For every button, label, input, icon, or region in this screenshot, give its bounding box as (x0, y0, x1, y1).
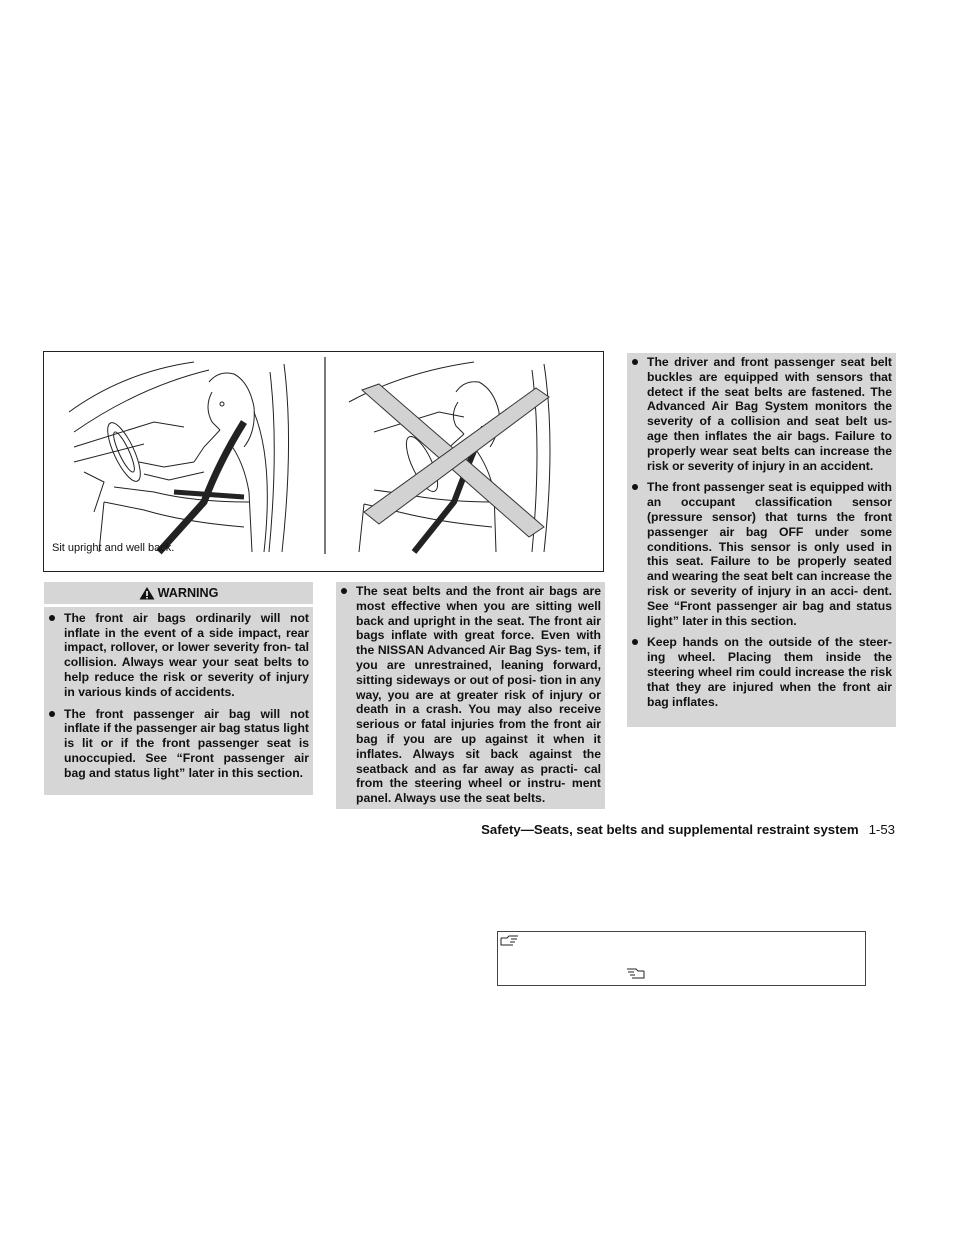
seating-illustration (44, 352, 605, 573)
list-item: The front passenger seat is equipped with an occupant classification sensor (pressure sensor) that turns the front passenger air bag OFF under some conditions. This sensor is only used in this seat. Failure to be properly seated and wearing the seat belt can increase the risk or severity of injury in an acci- dent. See “Front passenger air bag and status light” later in this section. (629, 480, 892, 628)
page-footer (481, 822, 895, 837)
bullet-icon (341, 588, 347, 594)
list-item: The front air bags ordinarily will not inflate in the event of a side impact, rear impact, rollover, or lower severity fron- tal collision. Always wear your seat belts to help reduce the risk or severity of injury in various kinds of accidents. (46, 611, 309, 700)
illustration-panel (43, 351, 604, 572)
warning-box (44, 582, 313, 795)
list-item: The seat belts and the front air bags are most effective when you are sitting well back and upright in the seat. The front air bags inflate with great force. Even with the NISSAN Advanced Air Bag Sys- tem, if you are unrestrained, leaning forward, sitting sideways or out of posi- tion in any way, you are at greater risk of injury or death in a crash. You may also receive serious or fatal injuries from the front air bag if you are up against it when it inflates. Always sit back against the seatback and as far away as practi- cal from the steering wheel or instru- ment panel. Always use the seat belts. (338, 584, 601, 806)
reference-box (497, 931, 866, 986)
correct-posture-drawing (69, 362, 289, 552)
right-warning-box (627, 353, 896, 727)
bullet-icon (632, 484, 638, 490)
footer-section-title: Safety—Seats, seat belts and supplemental restraint system (481, 822, 859, 837)
bullet-icon (49, 615, 55, 621)
warning-list (44, 607, 313, 785)
pointing-hand-icon (500, 933, 520, 947)
bullet-icon (49, 711, 55, 717)
list-item: Keep hands on the outside of the steer- ing wheel. Placing them inside the steering wheel rim could increase the risk that they are injured when the front air bag inflates. (629, 635, 892, 709)
list-item: The front passenger air bag will not inflate if the passenger air bag status light is lit or if the front passenger seat is unoccupied. See “Front passenger air bag and status light” later in this section. (46, 707, 309, 781)
page-number: 1-53 (868, 822, 895, 837)
warning-triangle-icon (139, 586, 155, 600)
bullet-icon (632, 359, 638, 365)
warning-title: WARNING (157, 586, 219, 600)
list-item: The driver and front passenger seat belt buckles are equipped with sensors that detect if the seat belts are fastened. The Advanced Air Bag System monitors the severity of a collision and seat belt us- age then inflates the air bags. Failure to properly wear seat belts can increase the risk or severity of injury in an accident. (629, 355, 892, 473)
seat-belt-left (159, 422, 244, 552)
illustration-caption: Sit upright and well back. (52, 542, 175, 554)
warning-header (44, 582, 313, 604)
pointing-hand-icon (625, 966, 645, 980)
middle-warning-box (336, 582, 605, 809)
bullet-icon (632, 639, 638, 645)
